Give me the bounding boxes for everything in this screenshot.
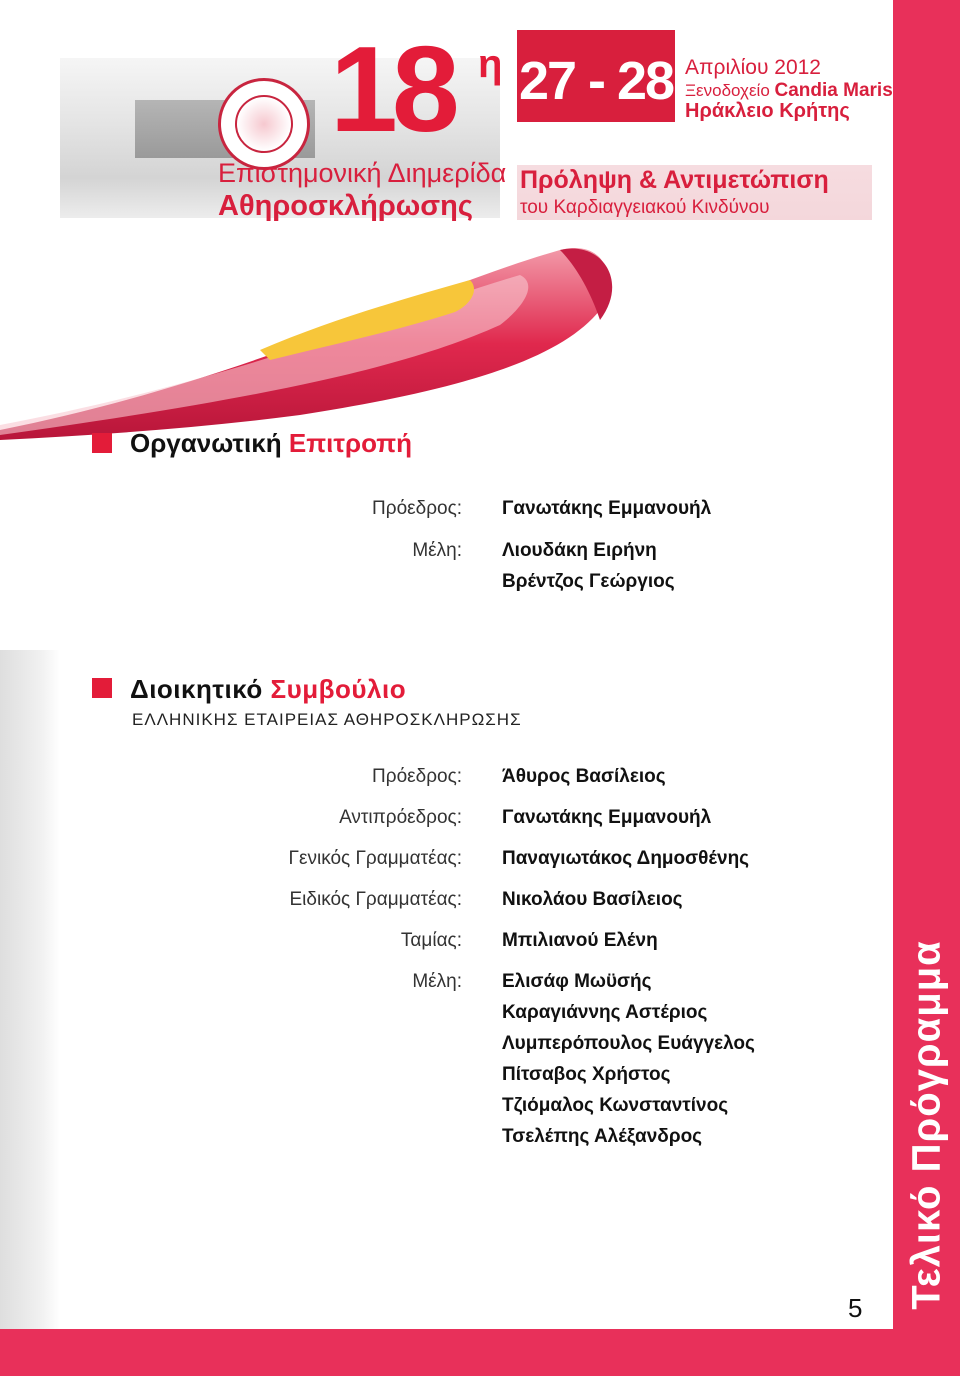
side-label-wrap (893, 0, 960, 1376)
role-label: Αντιπρόεδρος: (339, 807, 462, 828)
event-dates: 27 - 28 (518, 51, 674, 111)
event-type: Επιστημονική Διημερίδα (218, 158, 507, 188)
hotel-name: Candia Maris (774, 80, 893, 101)
month-year: Απριλίου 2012 (685, 56, 821, 79)
member-name: Ελισάφ Μωϋσής (502, 971, 652, 992)
role-label: Πρόεδρος: (372, 766, 462, 787)
role-label: Μέλη: (412, 971, 462, 992)
member-name: Καραγιάννης Αστέριος (502, 1002, 708, 1023)
member-name: Γανωτάκης Εμμανουήλ (502, 498, 712, 519)
member-name: Τζιόμαλος Κωνσταντίνος (502, 1095, 729, 1116)
role-label: Γενικός Γραμματέας: (288, 848, 462, 869)
role-label: Μέλη: (412, 540, 462, 561)
member-name: Βρέντζος Γεώργιος (502, 571, 675, 592)
section-bullet (92, 678, 112, 698)
edition-suffix: η (478, 42, 503, 86)
organizing-committee-title (130, 428, 412, 459)
member-name: Λιουδάκη Ειρήνη (502, 540, 657, 561)
member-name: Παναγιωτάκος Δημοσθένης (502, 848, 750, 869)
member-name: Μπιλιανού Ελένη (502, 930, 658, 951)
city: Ηράκλειο Κρήτης (685, 100, 850, 122)
board-subtitle: ΕΛΛΗΝΙΚΗΣ ΕΤΑΙΡΕΙΑΣ ΑΘΗΡΟΣΚΛΗΡΩΣΗΣ (132, 710, 522, 729)
hotel-prefix: Ξενοδοχείο (685, 81, 770, 100)
section-bullet (92, 433, 112, 453)
board-title (130, 674, 406, 705)
member-name: Λυμπερόπουλος Ευάγγελος (502, 1033, 755, 1054)
title-part-1: Διοικητικό (130, 674, 263, 704)
edition-number: 18 (330, 21, 454, 157)
role-label: Πρόεδρος: (372, 498, 462, 519)
member-name: Νικολάου Βασίλειος (502, 889, 683, 910)
footer-bar (0, 1329, 893, 1376)
event-subject: Αθηροσκλήρωσης (218, 190, 473, 222)
member-name: Πίτσαβος Χρήστος (502, 1064, 671, 1085)
member-name: Τσελέπης Αλέξανδρος (502, 1126, 703, 1147)
role-label: Ειδικός Γραμματέας: (289, 889, 462, 910)
topic-line-1: Πρόληψη & Αντιμετώπιση (520, 166, 829, 194)
role-label: Ταμίας: (400, 930, 462, 951)
page-number: 5 (848, 1293, 863, 1323)
hotel-line (685, 80, 893, 102)
member-name: Γανωτάκης Εμμανουήλ (502, 807, 712, 828)
title-part-2: Επιτροπή (288, 428, 413, 458)
side-label: Τελικό Πρόγραμμα (904, 940, 948, 1310)
topic-line-2: του Καρδιαγγειακού Κινδύνου (520, 197, 770, 218)
statue-figure-image (0, 650, 60, 1340)
artery-illustration (0, 230, 893, 440)
member-name: Άθυρος Βασίλειος (502, 766, 666, 787)
society-seal-logo (218, 78, 310, 170)
title-part-1: Οργανωτική (130, 428, 282, 458)
title-part-2: Συμβούλιο (270, 674, 407, 704)
